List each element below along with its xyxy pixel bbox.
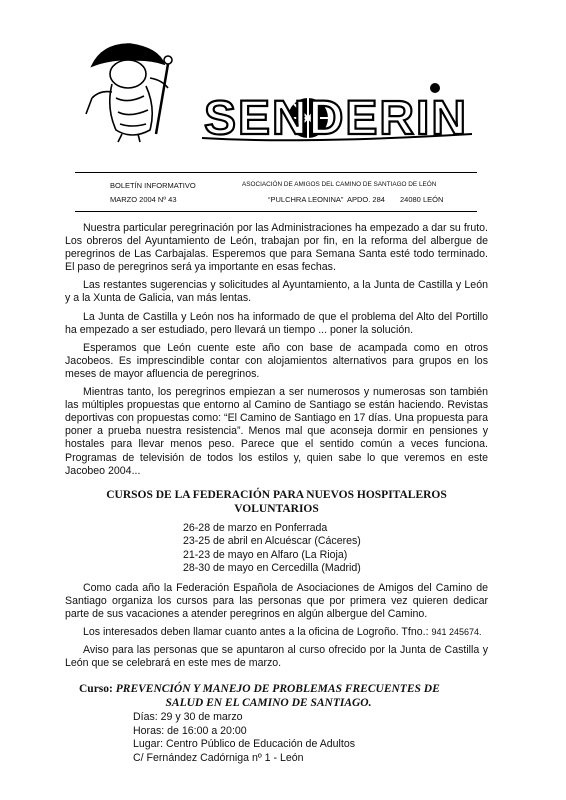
paragraph: Las restantes sugerencias y solicitudes al Ayuntamiento, a la Junta de Castilla y León y a la Xunta de Galicia, van más lentas. xyxy=(65,279,488,305)
paragraph xyxy=(65,626,488,639)
bulletin-label: BOLETÍN INFORMATIVO xyxy=(110,181,196,190)
senderin-logo xyxy=(72,38,482,146)
course-date: 26-28 de marzo en Ponferrada xyxy=(183,521,328,534)
paragraph: Esperamos que León cuente este año con base de acampada como en otros Jacobeos. Es imprescindible contar con alojamientos alternativos para grupos en los meses de mayor afluencia de peregrinos. xyxy=(65,341,488,380)
course-dates xyxy=(183,522,488,576)
course-title xyxy=(65,682,488,710)
apdo-label: APDO. 284 xyxy=(347,195,385,204)
paragraph: Como cada año la Federación Española de Asociaciones de Amigos del Camino de Santiago organiza los cursos para las personas que por primera vez quieren dedicar parte de sus vacaciones a atender peregrinos en algún albergue del Camino. xyxy=(65,581,488,620)
course-hours: Horas: de 16:00 a 20:00 xyxy=(133,724,247,737)
article-body xyxy=(65,222,488,765)
courses-heading: CURSOS DE LA FEDERACIÓN PARA NUEVOS HOSPITALEROS VOLUNTARIOS xyxy=(106,488,447,515)
paragraph: La Junta de Castilla y León nos ha informado de que el problema del Alto del Portillo ha empezado a ser estudiado, pero llevará un tiempo ... poner la solución. xyxy=(65,310,488,336)
course-title-line1: PREVENCIÓN Y MANEJO DE PROBLEMAS FRECUENTES DE xyxy=(115,683,440,696)
course-info xyxy=(133,711,488,765)
issue-label: MARZO 2004 Nº 43 xyxy=(110,195,177,204)
contact-text: Los interesados deben llamar cuanto antes a la oficina de Logroño. Tfno.: xyxy=(83,625,432,638)
paragraph: Aviso para las personas que se apuntaron al curso ofrecido por la Junta de Castilla y León que se celebrará en este mes de marzo. xyxy=(65,644,488,670)
course-title-line2: SALUD EN EL CAMINO DE SANTIAGO. xyxy=(165,697,372,710)
association-name: “PULCHRA LEONINA” xyxy=(268,195,344,204)
course-date: 21-23 de mayo en Alfaro (La Rioja) xyxy=(183,548,348,561)
course-address: C/ Fernández Cadórniga nº 1 - León xyxy=(133,751,304,764)
paragraph: Mientras tanto, los peregrinos empiezan a ser numerosos y numerosas son también las múltiples propuestas que entorno al Camino de Santiago se están haciendo. Revistas deportivas con propuestas como: “El Camino de Santiago en 17 días. Una propuesta para poner a prueba nuestra resistencia”. Menos mal que aconseja dormir en pensiones y hostales para llevar menos peso. Parece que el sentido común a veces funciona. Programas de televisión de todos los estilos y, quien sabe lo que veremos en este Jacobeo 2004... xyxy=(65,386,488,477)
logo-text: SENDERIN xyxy=(204,92,469,145)
course-days: Días: 29 y 30 de marzo xyxy=(133,711,243,724)
paragraph: Nuestra particular peregrinación por las Administraciones ha empezado a dar su fruto. Los obreros del Ayuntamiento de León, trabajan por fin, en la reforma del albergue de peregrinos de Las Carbajalas. Esperemos que para Semana Santa esté todo terminado. El paso de peregrinos será ya importante en esas fechas. xyxy=(65,222,488,274)
association-label: ASOCIACIÓN DE AMIGOS DEL CAMINO DE SANTIAGO DE LEÓN xyxy=(242,181,437,188)
pilgrim-illustration xyxy=(86,44,172,142)
course-date: 28-30 de mayo en Cercedilla (Madrid) xyxy=(183,562,361,575)
header-rule-bottom xyxy=(75,211,477,212)
course-label: Curso: xyxy=(79,683,113,696)
header-rule-top xyxy=(75,172,477,173)
course-date: 23-25 de abril en Alcuéscar (Cáceres) xyxy=(183,535,361,548)
course-place: Lugar: Centro Público de Educación de Adultos xyxy=(133,738,356,751)
phone-number: 941 245674. xyxy=(431,626,482,637)
postal-label: 24080 LEÓN xyxy=(400,195,444,204)
